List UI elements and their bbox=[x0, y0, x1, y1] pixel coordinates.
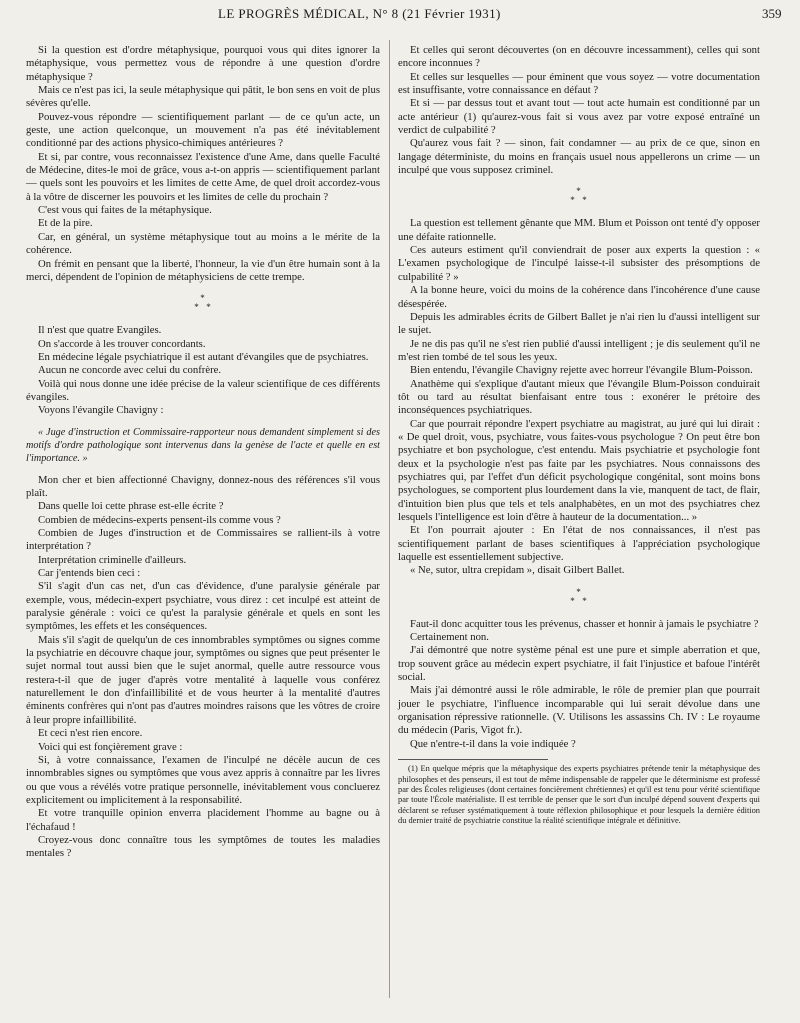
paragraph: Mais j'ai démontré aussi le rôle admirable, le rôle de premier plan que pourrait jouer le psychiatre, l'influence incomparable qui lui serait dévolue dans une organisation répressive rationnelle. (V. Utilisons les assassins Ch. IV : Le royaume du médecin (Paris, Vigot fr.). bbox=[398, 684, 760, 737]
paragraph: S'il s'agit d'un cas net, d'un cas d'évidence, d'une paralysie générale par exemple, vous, médecin-expert psychiatre, vous direz : cet inculpé est atteint de paralysie générale : voici ce qu'est la paralysie générale et quels en sont les symptômes, les effets et les conséquences. bbox=[26, 580, 380, 633]
paragraph: La question est tellement gênante que MM. Blum et Poisson ont tenté d'y opposer une défaite rationnelle. bbox=[398, 217, 760, 243]
paragraph: Et votre tranquille opinion enverra placidement l'homme au bagne ou à l'échafaud ! bbox=[26, 807, 380, 833]
section-separator: * * * bbox=[570, 586, 588, 606]
paragraph: Voyons l'évangile Chavigny : bbox=[38, 404, 164, 417]
paragraph: Certainement non. bbox=[410, 631, 489, 644]
paragraph: Croyez-vous donc connaître tous les symptômes de toutes les maladies mentales ? bbox=[26, 833, 380, 860]
paragraph: Et celles sur lesquelles — pour éminent que vous soyez — votre documentation est insuffisante, votre connaissance en défaut ? bbox=[398, 70, 760, 97]
paragraph: Et l'on pourrait ajouter : En l'état de nos connaissances, il n'est pas scientifiquement parlant de bases scientifiques à l'appréciation psychologique laquelle est essentiellement subjective. bbox=[398, 524, 760, 564]
footnote-divider bbox=[398, 759, 548, 760]
right-column bbox=[398, 44, 760, 827]
paragraph: Si, à votre connaissance, l'examen de l'inculpé ne décèle aucun de ces innombrables signes ou symptômes que vous avez appris à connaître par les livres ou que vous a révélés votre pratique personnelle, inévitablement vous concluerez explicitement ou implicitement à la responsabilité. bbox=[26, 753, 380, 806]
paragraph: A la bonne heure, voici du moins de la cohérence dans l'incohérence d'une cause désespérée. bbox=[398, 284, 760, 310]
paragraph: Ces auteurs estiment qu'il conviendrait de poser aux experts la question : « L'examen psychologique de l'inculpé laisse-t-il subsister des présomptions de culpabilité ? » bbox=[398, 244, 760, 283]
paragraph: En médecine légale psychiatrique il est autant d'évangiles que de psychiatres. bbox=[38, 350, 369, 363]
paragraph: Faut-il donc acquitter tous les prévenus, chasser et honnir à jamais le psychiatre ? bbox=[410, 617, 759, 630]
paragraph: Je ne dis pas qu'il ne s'est rien publié d'aussi intelligent ; je dis seulement qu'il ne m'est rien tombé de tel sous les yeux. bbox=[398, 337, 760, 363]
footnote: (1) En quelque mépris que la métaphysique des experts psychiatres prétende tenir la métaphysique des philosophes et des penseurs, il est tout de même indispensable de rappeler que le déterminisme est professé par des Écoles religieuses (dont certaines foncièrement chrétiennes) et qu'il est tenu pour vérité scientifique par toute l'École matérialiste. Il est terrible de penser que le sort d'un inculpé dépend souvent d'experts qui déclarent se refuser systématiquement à toute réflexion philosophique et pour lesquels la dernière édition du dernier traité de psychiatrie constitue la réalité scientifique intégrale et définitive. bbox=[398, 764, 760, 826]
paragraph: Et si — par dessus tout et avant tout — tout acte humain est conditionné par un acte antérieur (1) qu'aurez-vous fait si vous avez par votre exposé entraîné un verdict de culpabilité ? bbox=[398, 97, 760, 137]
quotation: « Juge d'instruction et Commissaire-rapporteur nous demandent simplement si des motifs d'ordre pathologique sont intervenus dans la genèse de l'acte et quelle en est l'importance. » bbox=[26, 426, 380, 465]
paragraph: C'est vous qui faites de la métaphysique. bbox=[38, 204, 212, 217]
quotation: « Ne, sutor, ultra crepidam », disait Gilbert Ballet. bbox=[410, 564, 625, 577]
paragraph: Car que pourrait répondre l'expert psychiatre au magistrat, au juré qui lui dirait : « De quel droit, vous, psychiatre, vous faites-vous psychologue ? On peut être bon psychiatre et bon psychologue, c'est entendu. Mais psychiatrie et psychologie font deux et la psychologie n'est pas faite par les psychiatres. Nous connaissons des psychiatres qui, par l'effet d'un déficit psychologique congénital, sont moins bons psychologues, se comportent plus lourdement dans la vie, manquent de tact, de flair, d'intuition bien plus que tels et tels analphabètes, en un mot des psychiatres chez lesquels l'intelligence est loin d'être à hauteur de la documentation... » bbox=[398, 417, 760, 523]
paragraph: Combien de médecins-experts pensent-ils comme vous ? bbox=[38, 513, 281, 526]
paragraph: Voici qui est fonçièrement grave : bbox=[38, 740, 183, 753]
paragraph: Et de la pire. bbox=[38, 217, 93, 230]
paragraph: Pouvez-vous répondre — scientifiquement parlant — de ce qu'un acte, un geste, une action quelconque, un mouvement n'a pas été inévitablement conditionné par des actions physico-chimiques antérieures ? bbox=[26, 110, 380, 150]
paragraph: Et celles qui seront découvertes (on en découvre incessamment), celles qui sont encore inconnues ? bbox=[398, 44, 760, 70]
paragraph: Qu'aurez vous fait ? — sinon, fait condamner — au prix de ce que, sinon en langage déterministe, du moins en français usuel nous appellerons un crime — un inculpé que vous supposez criminel. bbox=[398, 137, 760, 177]
column-divider bbox=[389, 40, 390, 998]
paragraph: On frémit en pensant que la liberté, l'honneur, la vie d'un être humain sont à la merci, dépendent de l'opinion de métaphysiciens de cette trempe. bbox=[26, 257, 380, 283]
section-separator: * * * bbox=[570, 186, 588, 206]
paragraph: Depuis les admirables écrits de Gilbert Ballet je n'ai rien lu d'aussi intelligent sur le sujet. bbox=[398, 310, 760, 337]
paragraph: Combien de Juges d'instruction et de Commissaires se rallient-ils à votre interprétation ? bbox=[26, 527, 380, 553]
paragraph: Interprétation criminelle d'ailleurs. bbox=[38, 553, 187, 566]
paragraph: Mais s'il s'agit de quelqu'un de ces innombrables symptômes ou signes comme la psychiatrie en découvre chaque jour, symptômes ou signes que peut présenter le sujet normal tout aussi bien que le sujet anormal, quelle autre ressource vous restera-t-il que de juger d'après votre mentalité à laquelle vous conférez naturellement le don d'infaillibilité et de vous heurter à la mentalité d'autres éminents confrères qui n'ont pas d'autres moindres raisons que les vôtres de croire à leur propre infaillibilité. bbox=[26, 633, 380, 726]
paragraph: Car j'entends bien ceci : bbox=[38, 567, 141, 580]
paragraph: Aucun ne concorde avec celui du confrère. bbox=[38, 364, 222, 377]
paragraph: Mon cher et bien affectionné Chavigny, donnez-nous des références s'il vous plaît. bbox=[26, 473, 380, 499]
paragraph: Et ceci n'est rien encore. bbox=[38, 727, 143, 740]
paragraph: Car, en général, un système métaphysique tout au moins a le mérite de la cohérence. bbox=[26, 230, 380, 257]
paragraph: Mais ce n'est pas ici, la seule métaphysique qui pâtit, le bon sens en voit de plus sévères qu'elle. bbox=[26, 84, 380, 110]
paragraph: Dans quelle loi cette phrase est-elle écrite ? bbox=[38, 500, 224, 513]
section-separator: * * * bbox=[194, 293, 212, 313]
paragraph: J'ai démontré que notre système pénal est une pure et simple aberration et que, trop souvent grâce au médecin expert psychiatre, il fait l'injustice et bafoue l'intérêt social. bbox=[398, 644, 760, 684]
left-column bbox=[26, 44, 380, 861]
paragraph: Il n'est que quatre Evangiles. bbox=[38, 324, 162, 337]
paragraph: Voilà qui nous donne une idée précise de la valeur scientifique de ces différents évangiles. bbox=[26, 377, 380, 403]
paragraph: On s'accorde à les trouver concordants. bbox=[38, 337, 206, 350]
page-header bbox=[0, 6, 800, 22]
paragraph: Bien entendu, l'évangile Chavigny rejette avec horreur l'évangile Blum-Poisson. bbox=[410, 364, 753, 377]
running-head: LE PROGRÈS MÉDICAL, N° 8 (21 Février 1931) bbox=[218, 6, 501, 21]
paragraph: Anathème qui s'explique d'autant mieux que l'évangile Blum-Poisson conduirait tôt ou tard au résultat bienfaisant entre tous : exonérer le prétoire des inconséquences psychiatriques. bbox=[398, 377, 760, 417]
paragraph: Si la question est d'ordre métaphysique, pourquoi vous qui dites ignorer la métaphysique, vous permettez vous de répondre à une question d'ordre métaphysique ? bbox=[26, 44, 380, 83]
paragraph: Et si, par contre, vous reconnaissez l'existence d'une Ame, dans quelle Faculté de Médecine, dites-le moi de grâce, vous a-t-on appris — scientifiquement parlant — quels sont les pouvoirs et les limites de cette Ame, de quel droit accordez-vous à la vôtre de discerner les pouvoirs et les limites de celle du prochain ? bbox=[26, 150, 380, 203]
paragraph: Que n'entre-t-il dans la voie indiquée ? bbox=[410, 737, 576, 750]
page-number: 359 bbox=[762, 6, 782, 21]
